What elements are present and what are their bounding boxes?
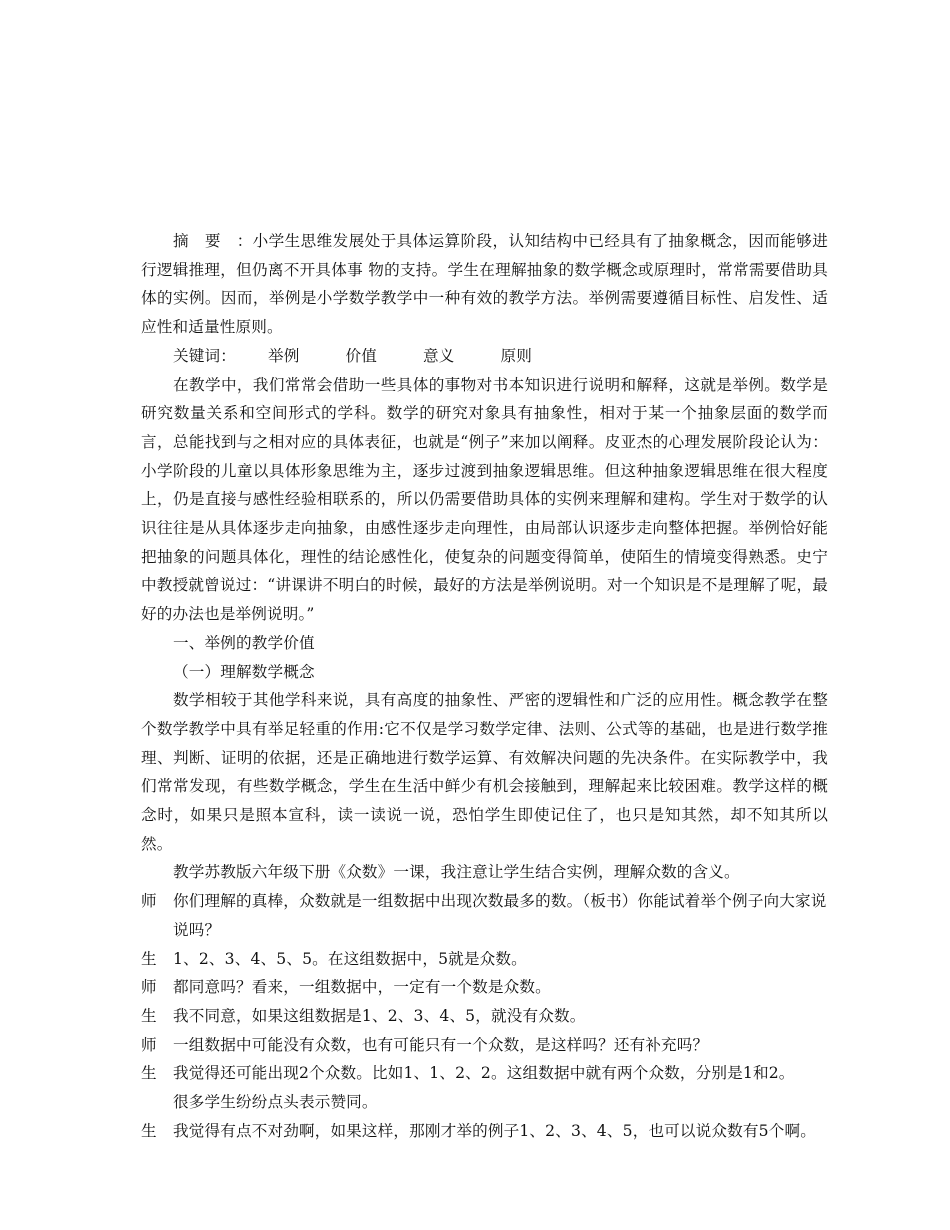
dialogue-line — [141, 1002, 828, 1031]
abstract-label: 摘要 — [173, 232, 237, 250]
abstract-text: ：小学生思维发展处于具体运算阶段，认知结构中已经具有了抽象概念，因而能够进行逻辑推理，但仍离不开具体事 物的支持。学生在理解抽象的数学概念或原理时，常常需要借助具体的实例。因而，举例是小学数学教学中一种有效的教学方法。举例需要遵循目标性、启发性、适应性和适量性原则。 — [141, 232, 828, 337]
speech-text: 你们理解的真棒，众数就是一组数据中出现次数最多的数。（板书）你能试着举个例子向大家说说吗？ — [173, 892, 827, 939]
document-body — [141, 227, 828, 1146]
speaker-label: 师 — [141, 1035, 157, 1054]
speech-text: 一组数据中可能没有众数，也有可能只有一个众数，是这样吗？还有补充吗？ — [173, 1035, 709, 1054]
dialogue-line — [141, 1031, 828, 1060]
section-heading: 一、举例的教学价值 — [173, 633, 315, 652]
narration-line: 很多学生纷纷点头表示赞同。 — [173, 1093, 378, 1112]
dialogue-line — [141, 945, 828, 974]
keywords-label: 关键词： — [173, 346, 236, 365]
abstract-paragraph — [141, 227, 828, 342]
speech-text: 我觉得有点不对劲啊，如果这样，那刚才举的例子1、2、3、4、5，也可以说众数有5个啊。 — [173, 1121, 816, 1140]
speaker-label: 生 — [141, 1064, 157, 1083]
keyword: 原则 — [500, 346, 532, 365]
dialogue-line — [141, 1059, 828, 1088]
speaker-label: 生 — [141, 949, 157, 968]
speaker-label: 师 — [141, 892, 157, 911]
keyword: 举例 — [267, 346, 300, 365]
speech-text: 1、2、3、4、5、5。在这组数据中，5就是众数。 — [173, 949, 527, 968]
body-paragraph: 数学相较于其他学科来说，具有高度的抽象性、严密的逻辑性和广泛的应用性。概念教学在整个数学教学中具有举足轻重的作用:它不仅是学习数学定律、法则、公式等的基础，也是进行数学推理、判断、证明的依据，还是正确地进行数学运算、有效解决问题的先决条件。在实际教学中，我们常常发现，有些数学概念，学生在生活中鲜少有机会接触到，理解起来比较困难。教学这样的概念时，如果只是照本宣科，读一读说一说，恐怕学生即使记住了，也只是知其然，却不知其所以然。 — [141, 691, 828, 853]
dialogue-line — [141, 1117, 828, 1146]
speech-text: 我觉得还可能出现2个众数。比如1、1、2、2。这组数据中就有两个众数，分别是1和2。 — [173, 1064, 795, 1083]
keyword: 价值 — [345, 346, 377, 365]
body-paragraph: 教学苏教版六年级下册《众数》一课，我注意让学生结合实例，理解众数的含义。 — [173, 863, 740, 882]
speaker-label: 师 — [141, 978, 157, 997]
dialogue-line — [141, 887, 828, 944]
keywords-line — [141, 342, 828, 371]
speech-text: 我不同意，如果这组数据是1、2、3、4、5，就没有众数。 — [173, 1006, 586, 1025]
speaker-label: 生 — [141, 1006, 157, 1025]
speaker-label: 生 — [141, 1121, 157, 1140]
speech-text: 都同意吗？看来，一组数据中，一定有一个数是众数。 — [173, 978, 551, 997]
dialogue-line — [141, 973, 828, 1002]
subsection-heading: （一）理解数学概念 — [173, 662, 315, 681]
intro-paragraph: 在教学中，我们常常会借助一些具体的事物对书本知识进行说明和解释，这就是举例。数学是研究数量关系和空间形式的学科。数学的研究对象具有抽象性，相对于某一个抽象层面的数学而言，总能找到与之相对应的具体表征，也就是“例子”来加以阐释。皮亚杰的心理发展阶段论认为：小学阶段的儿童以具体形象思维为主，逐步过渡到抽象逻辑思维。但这种抽象逻辑思维在很大程度上，仍是直接与感性经验相联系的，所以仍需要借助具体的实例来理解和建构。学生对于数学的认识往往是从具体逐步走向抽象，由感性逐步走向理性，由局部认识逐步走向整体把握。举例恰好能把抽象的问题具体化，理性的结论感性化，使复杂的问题变得简单，使陌生的情境变得熟悉。史宁中教授就曾说过：“讲课讲不明白的时候，最好的方法是举例说明。对一个知识是不是理解了呢，最好的办法也是举例说明。” — [141, 375, 828, 624]
keyword: 意义 — [422, 346, 455, 365]
